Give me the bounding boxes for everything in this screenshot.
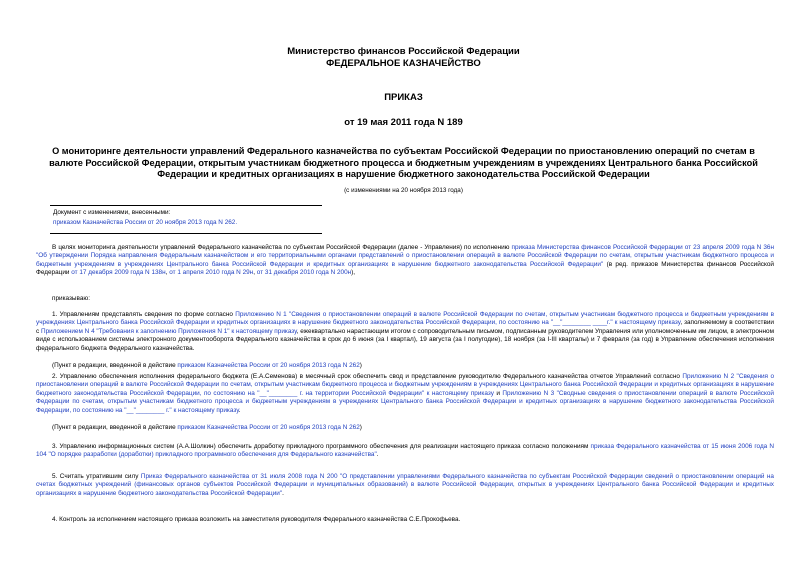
paragraph-1-note: (Пункт в редакции, введенной в действие приказом Казначейства России от 20 ноября 2013 года N 262) — [52, 362, 362, 369]
ministry-name: Министерство финансов Российской Федерации — [287, 46, 520, 57]
paragraph-3: 3. Управлению информационных систем (А.А.Шолкин) обеспечить доработку прикладного программного обеспечения для реализации настоящего приказа согласно положениям приказа Федерального казначейства от 15 июня 2006 года N 104 "О порядке разработки (доработки) прикладного программного обеспечения для Федерального казначейства". — [36, 443, 774, 459]
intro-paragraph: В целях мониторинга деятельности управлений Федерального казначейства по субъектам Российской Федерации (далее - Управления) по исполнению приказа Министерства финансов Российской Федерации от 23 апреля 2009 года N 36н "Об утверждении Порядка направления Федеральным казначейством и его территориальными органами представлений о приостановлении операций в валюте Российской Федерации по счетам, открытым участникам бюджетного процесса и бюджетным учреждениям в учреждениях Центрального банка Российской Федерации и кредитных организациях в нарушение бюджетного законодательства Российской Федерации" (в ред. приказов Министерства финансов Российской Федерации от 17 декабря 2009 года N 138н, от 1 апреля 2010 года N 29н, от 31 декабря 2010 года N 200н), — [36, 244, 774, 277]
link-appendix-4[interactable]: Приложением N 4 "Требования к заполнению Приложения N 1" к настоящему приказу — [41, 327, 297, 335]
link-order-36n[interactable]: приказа Министерства финансов Российской Федерации от 23 апреля 2009 года N 36н "Об утверждении Порядка направления Федеральным казначейством и его территориальными органами представлений о приостановлении операций в валюте Российской Федерации по счетам, открытым участникам бюджетного процесса и бюджетным учреждениям в учреждениях Центрального банка Российской Федерации и кредитных организациях в нарушение бюджетного законодательства Российской Федерации" — [36, 244, 774, 268]
order-date: от 19 мая 2011 года N 189 — [344, 117, 463, 128]
link-appendix-1[interactable]: Приложению N 1 "Сведения о приостановлении операций в валюте Российской Федерации по счетам, открытым участникам бюджетного процесса и бюджетным учреждениям в учреждениях Центрального банка Российской Федерации и кредитных организациях в нарушение бюджетного законодательства Российской Федерации, по состоянию на "__"________ ____г." к настоящему приказу — [36, 311, 774, 327]
link-order-200n[interactable]: от 31 декабря 2010 года N 200н — [256, 269, 352, 277]
doc-change-link[interactable]: приказом Казначейства России от 20 ноября 2013 года N 262. — [53, 218, 238, 226]
doc-change-label: Документ с изменениями, внесенными: — [53, 209, 171, 216]
link-appendix-2[interactable]: Приложению N 2 "Сведения о приостановлении операций в валюте Российской Федерации по счетам, открытым участникам бюджетного процесса и бюджетным учреждениям в учреждениях Центрального банка Российской Федерации и кредитных организациях в нарушение бюджетного законодательства Российской Федерации, по состоянию на "__"________ г. на территории Российской Федерации" к настоящему приказу — [36, 373, 774, 397]
paragraph-2-note: (Пункт в редакции, введенной в действие приказом Казначейства России от 20 ноября 2013 года N 262) — [52, 424, 362, 431]
paragraph-2: 2. Управлению обеспечения исполнения федерального бюджета (Е.А.Семенова) в месячный срок обеспечить свод и представление руководителю Федерального казначейства отчетов Управлений согласно Приложению N 2 "Сведения о приостановлении операций в валюте Российской Федерации по счетам, открытым участникам бюджетного процесса и бюджетным учреждениям в учреждениях Центрального банка Российской Федерации и кредитных организациях в нарушение бюджетного законодательства Российской Федерации, по состоянию на "__"________ г. на территории Российской Федерации" к настоящему приказу и Приложению N 3 "Сводные сведения о приостановлении операций в валюте Российской Федерации по счетам, открытым участникам бюджетного процесса и бюджетным учреждениям в учреждениях Центрального банка Российской Федерации и кредитных организациях в нарушение бюджетного законодательства Российской Федерации, по состоянию на "__"________ г." к настоящему приказу. — [36, 373, 774, 414]
link-order-104[interactable]: приказа Федерального казначейства от 15 июня 2006 года N 104 "О порядке разработки (доработки) прикладного программного обеспечения для Федерального казначейства" — [36, 443, 774, 459]
paragraph-5: 5. Считать утратившим силу Приказ Федерального казначейства от 31 июля 2008 года N 200 "О представлении управлениями Федерального казначейства по субъектам Российской Федерации сведений о приостановлении операций на счетах бюджетных учреждений (финансовых органов субъектов Российской Федерации и муниципальных образований) в валюте Российской Федерации, открытых в учреждениях Центрального банка Российской Федерации и кредитных организациях в нарушение бюджетного законодательства Российской Федерации". — [36, 473, 774, 497]
treasury-name: ФЕДЕРАЛЬНОЕ КАЗНАЧЕЙСТВО — [326, 58, 481, 69]
prikazyvayu: приказываю: — [52, 295, 90, 302]
link-order-200[interactable]: Приказ Федерального казначейства от 31 июля 2008 года N 200 "О представлении управлениями Федерального казначейства по субъектам Российской Федерации сведений о приостановлении операций на счетах бюджетных учреждений (финансовых органов субъектов Российской Федерации и муниципальных образований) в валюте Российской Федерации, открытых в учреждениях Центрального банка Российской Федерации и кредитных организациях в нарушение бюджетного законодательства Российской Федерации" — [36, 473, 774, 497]
divider-bottom — [50, 233, 322, 234]
order-kind: ПРИКАЗ — [384, 92, 423, 103]
link-order-29n[interactable]: от 1 апреля 2010 года N 29н — [169, 269, 254, 277]
divider-top — [50, 205, 322, 206]
order-title: О мониторинге деятельности управлений Федерального казначейства по субъектам Российской Федерации по приостановлению операций по счетам в валюте Российской Федерации, открытым участникам бюджетного процесса и бюджетным учреждениям в учреждениях Центрального банка Российской Федерации и кредитных организациях в нарушение бюджетного законодательства Российской Федерации — [49, 146, 758, 179]
link-order-138n[interactable]: от 17 декабря 2009 года N 138н — [71, 269, 166, 277]
paragraph-1: 1. Управлениям представлять сведения по форме согласно Приложению N 1 "Сведения о приостановлении операций в валюте Российской Федерации по счетам, открытым участникам бюджетного процесса и бюджетным учреждениям в учреждениях Центрального банка Российской Федерации и кредитных организациях в нарушение бюджетного законодательства Российской Федерации, по состоянию на "__"________ ____г." к настоящему приказу, заполняемому в соответствии с Приложением N 4 "Требования к заполнению Приложения N 1" к настоящему приказу, ежеквартально нарастающим итогом с сопроводительным письмом, подписанным руководителем Управления или уполномоченным им лицом, в электронном виде с использованием системы электронного документооборота Федерального казначейства в срок до 6 июня (за I квартал), 19 августа (за I полугодие), 18 ноября (за I-III кварталы) и 7 февраля (за год) в Управление обеспечения исполнения федерального бюджета Федерального казначейства. — [36, 311, 774, 352]
paragraph-4: 4. Контроль за исполнением настоящего приказа возложить на заместителя руководителя Федерального казначейства С.Е.Прокофьева. — [52, 516, 461, 523]
link-order-262-b[interactable]: приказом Казначейства России от 20 ноября 2013 года N 262 — [177, 424, 360, 431]
link-appendix-3[interactable]: Приложению N 3 "Сводные сведения о приостановлении операций в валюте Российской Федерации по счетам, открытым участникам бюджетного процесса и бюджетным учреждениям в учреждениях Центрального банка Российской Федерации и кредитных организациях в нарушение бюджетного законодательства Российской Федерации, по состоянию на "__"________ г." к настоящему приказу — [36, 389, 774, 414]
link-order-262-a[interactable]: приказом Казначейства России от 20 ноября 2013 года N 262 — [177, 362, 360, 369]
edition-note: (с изменениями на 20 ноября 2013 года) — [344, 187, 463, 194]
doc-change-note — [53, 208, 237, 227]
